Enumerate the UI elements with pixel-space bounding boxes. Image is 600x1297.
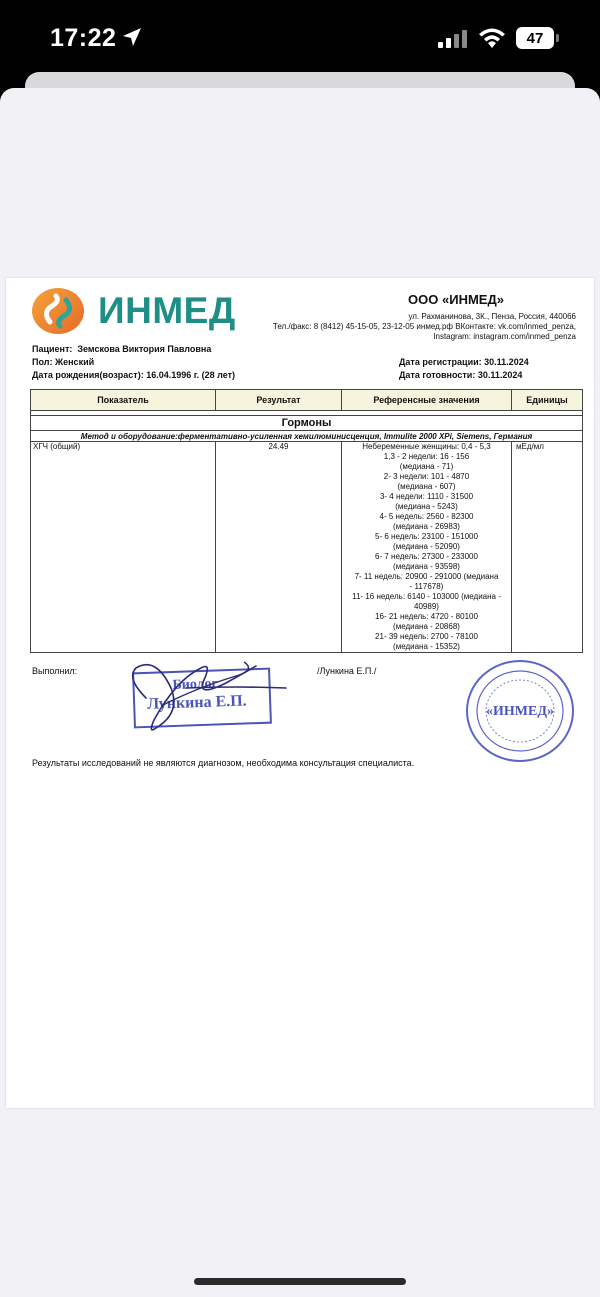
method-row bbox=[31, 431, 583, 442]
reference-line: (медиана - 52090) bbox=[393, 542, 460, 551]
ready-date-value: 30.11.2024 bbox=[477, 370, 523, 380]
reference-line: (медиана - 26983) bbox=[393, 522, 460, 531]
reference-line: 16- 21 недель: 4720 - 80100 bbox=[375, 612, 478, 621]
wifi-icon bbox=[478, 27, 506, 49]
org-address bbox=[206, 312, 576, 342]
reference-line: (медиана - 20868) bbox=[393, 622, 460, 631]
org-instagram-line: Instagram: instagram.com/inmed_penza bbox=[433, 332, 576, 341]
reference-line: (медиана - 15352) bbox=[393, 642, 460, 651]
reference-values bbox=[342, 442, 512, 653]
sex-value: Женский bbox=[54, 357, 95, 367]
table-row bbox=[31, 442, 583, 653]
reference-line: 40989) bbox=[414, 602, 439, 611]
dob-label: Дата рождения(возраст): bbox=[32, 370, 144, 380]
report-dates bbox=[399, 356, 529, 382]
section-title: Гормоны bbox=[31, 416, 583, 431]
org-name: ООО «ИНМЕД» bbox=[408, 292, 504, 307]
reference-line: 6- 7 недель: 27300 - 233000 bbox=[375, 552, 478, 561]
patient-label: Пациент: bbox=[32, 344, 73, 354]
reference-line: (медиана - 93598) bbox=[393, 562, 460, 571]
reg-date-label: Дата регистрации: bbox=[399, 357, 482, 367]
cellular-signal-icon bbox=[438, 30, 468, 48]
stamp-title: Биолог bbox=[172, 676, 219, 694]
patient-name: Земскова Виктория Павловна bbox=[77, 344, 212, 354]
sex-label: Пол: bbox=[32, 357, 53, 367]
dob-value: 16.04.1996 г. (28 лет) bbox=[146, 370, 236, 380]
battery-icon bbox=[516, 27, 554, 49]
stamp-name: Лункина Е.П. bbox=[146, 692, 247, 713]
method-text: Метод и оборудование:ферментативно-усиленная хемилюминисценция, Immulite 2000 XPi, Siemens, Германия bbox=[31, 431, 583, 442]
reference-line: 5- 6 недель: 23100 - 151000 bbox=[375, 532, 478, 541]
table-header-row bbox=[31, 390, 583, 411]
reference-line: Небеременные женщины: 0,4 - 5,3 bbox=[362, 442, 491, 451]
column-header-units: Единицы bbox=[512, 390, 583, 411]
reference-line: (медиана - 71) bbox=[399, 462, 454, 471]
reference-line: - 117678) bbox=[409, 582, 444, 591]
indicator-name: ХГЧ (общий) bbox=[31, 442, 216, 653]
clock: 17:22 bbox=[50, 24, 117, 52]
column-header-indicator: Показатель bbox=[31, 390, 216, 411]
location-arrow-icon bbox=[121, 26, 143, 48]
status-bar bbox=[0, 0, 600, 80]
performed-label: Выполнил: bbox=[32, 666, 78, 676]
handwritten-signature-icon bbox=[116, 658, 306, 738]
reference-line: 1,3 - 2 недели: 16 - 156 bbox=[383, 452, 470, 461]
disclaimer: Результаты исследований не являются диагнозом, необходима консультация специалиста. bbox=[32, 758, 415, 768]
inmed-logo-icon bbox=[32, 288, 84, 334]
performer-name: /Лункина Е.П./ bbox=[317, 666, 377, 676]
round-stamp-text: «ИНМЕД» bbox=[486, 704, 554, 719]
results-table bbox=[30, 389, 583, 653]
home-indicator[interactable] bbox=[194, 1278, 406, 1285]
battery-level: 47 bbox=[526, 29, 544, 47]
units-value: мЕд/мл bbox=[512, 442, 583, 653]
reg-date-value: 30.11.2024 bbox=[484, 357, 529, 367]
column-header-reference: Референсные значения bbox=[342, 390, 512, 411]
reference-line: (медиана - 607) bbox=[397, 482, 456, 491]
reference-line: 21- 39 недель: 2700 - 78100 bbox=[375, 632, 478, 641]
reference-line: 4- 5 недель: 2560 - 82300 bbox=[379, 512, 474, 521]
result-value: 24.49 bbox=[216, 442, 342, 653]
logo-text: ИНМЕД bbox=[98, 290, 236, 331]
reference-line: 7- 11 недель: 20900 - 291000 (медиана bbox=[354, 572, 499, 581]
org-address-line: ул. Рахманинова, 3К., Пенза, Россия, 440066 bbox=[408, 312, 576, 321]
round-seal-icon bbox=[464, 658, 576, 764]
reference-line: 11- 16 недель: 6140 - 103000 (медиана - bbox=[352, 592, 501, 601]
ready-date-label: Дата готовности: bbox=[399, 370, 476, 380]
reference-line: 3- 4 недели: 1110 - 31500 bbox=[379, 492, 474, 501]
reference-line: (медиана - 5243) bbox=[395, 502, 458, 511]
reference-line: 2- 3 недели: 101 - 4870 bbox=[383, 472, 470, 481]
patient-info bbox=[32, 343, 235, 382]
column-header-result: Результат bbox=[216, 390, 342, 411]
lab-report-page bbox=[6, 278, 594, 1108]
section-row bbox=[31, 416, 583, 431]
org-contacts-line: Тел./факс: 8 (8412) 45-15-05, 23-12-05 инмед.рф ВКонтакте: vk.com/inmed_penza, bbox=[272, 322, 576, 331]
